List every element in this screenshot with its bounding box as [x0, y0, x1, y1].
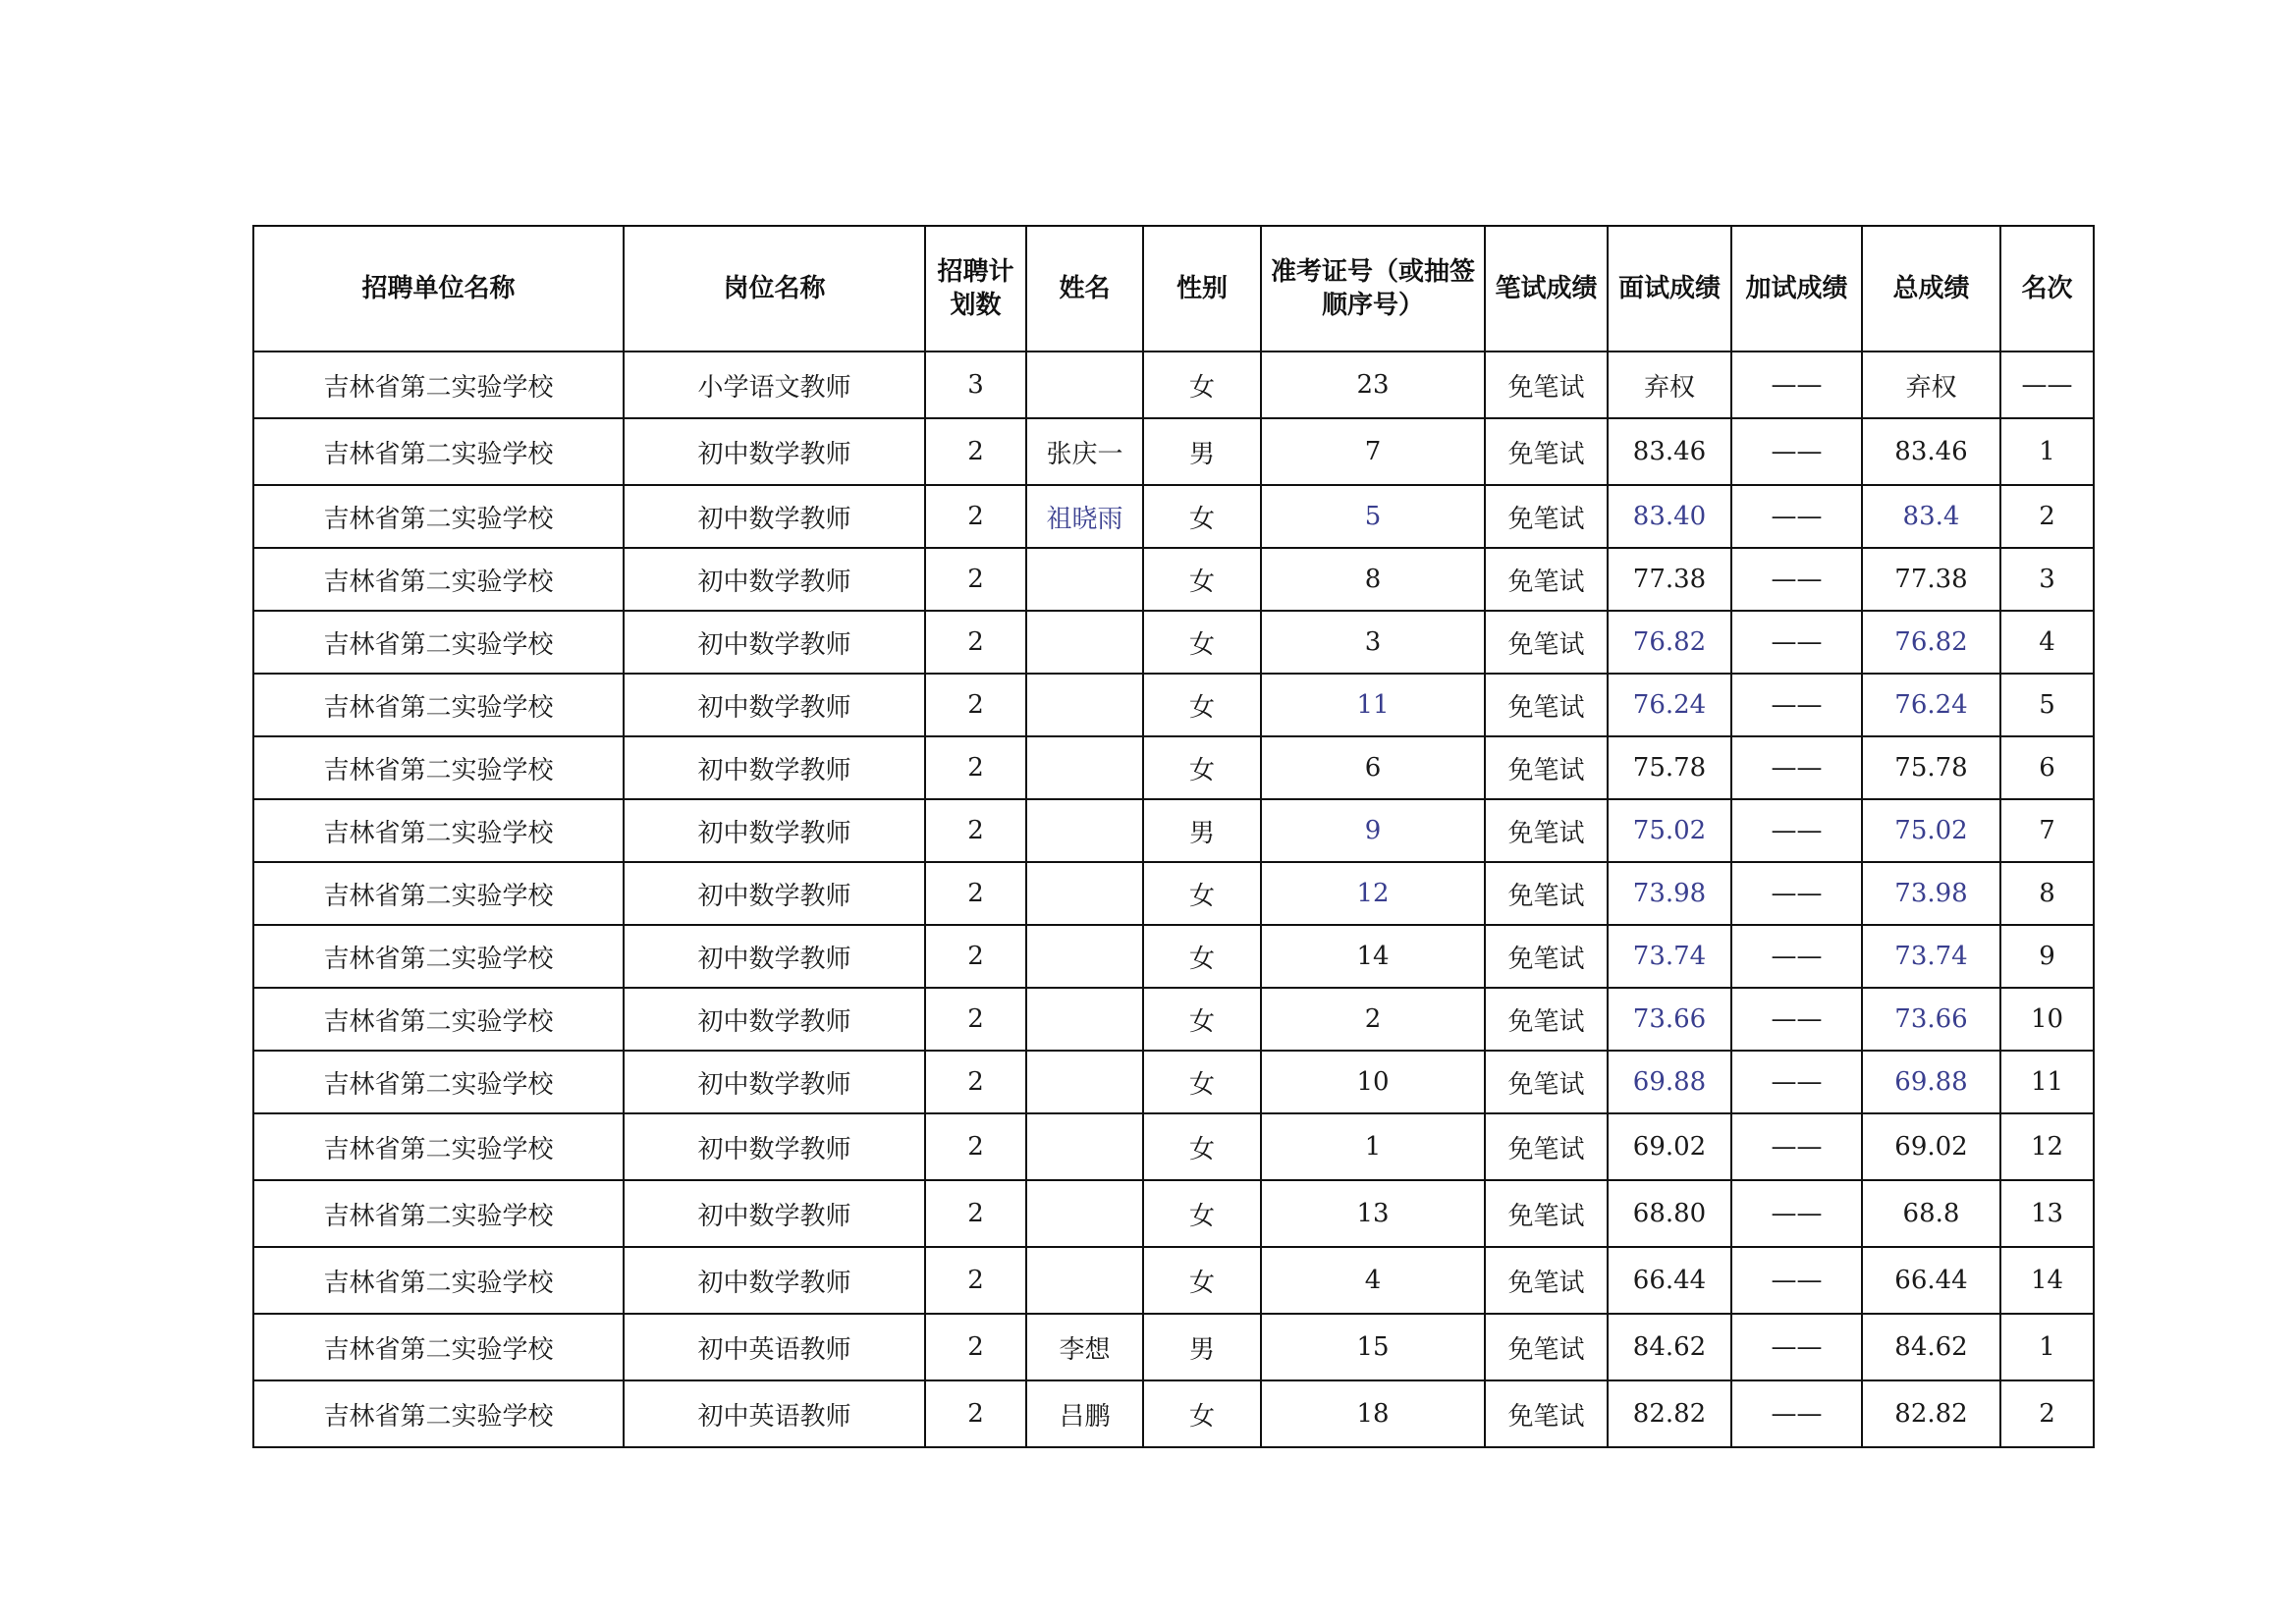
- cell-ticket: 14: [1261, 925, 1485, 988]
- cell-extra: ——: [1731, 611, 1862, 674]
- header-position: 岗位名称: [624, 226, 925, 352]
- cell-name: 祖晓雨: [1026, 485, 1143, 548]
- cell-name: [1026, 988, 1143, 1051]
- cell-name: [1026, 611, 1143, 674]
- cell-total: 69.88: [1862, 1051, 2000, 1113]
- header-unit: 招聘单位名称: [253, 226, 624, 352]
- cell-gender: 男: [1143, 799, 1261, 862]
- cell-ticket: 9: [1261, 799, 1485, 862]
- cell-total: 73.74: [1862, 925, 2000, 988]
- cell-extra: ——: [1731, 548, 1862, 611]
- cell-plan: 2: [925, 548, 1026, 611]
- cell-unit: 吉林省第二实验学校: [253, 736, 624, 799]
- cell-position: 初中数学教师: [624, 925, 925, 988]
- header-interview: 面试成绩: [1608, 226, 1731, 352]
- cell-interview: 73.98: [1608, 862, 1731, 925]
- header-total: 总成绩: [1862, 226, 2000, 352]
- cell-total: 73.66: [1862, 988, 2000, 1051]
- cell-name: 吕鹏: [1026, 1380, 1143, 1447]
- cell-rank: 1: [2000, 418, 2094, 485]
- cell-total: 83.46: [1862, 418, 2000, 485]
- cell-rank: 11: [2000, 1051, 2094, 1113]
- cell-rank: 2: [2000, 485, 2094, 548]
- cell-gender: 女: [1143, 988, 1261, 1051]
- cell-extra: ——: [1731, 988, 1862, 1051]
- header-gender: 性别: [1143, 226, 1261, 352]
- cell-rank: 12: [2000, 1113, 2094, 1180]
- cell-plan: 2: [925, 418, 1026, 485]
- cell-name: [1026, 352, 1143, 418]
- cell-interview: 77.38: [1608, 548, 1731, 611]
- cell-interview: 76.24: [1608, 674, 1731, 736]
- cell-extra: ——: [1731, 1113, 1862, 1180]
- cell-plan: 2: [925, 1314, 1026, 1380]
- cell-unit: 吉林省第二实验学校: [253, 1314, 624, 1380]
- cell-ticket: 8: [1261, 548, 1485, 611]
- cell-interview: 73.66: [1608, 988, 1731, 1051]
- table-row: [253, 799, 2094, 862]
- cell-plan: 2: [925, 611, 1026, 674]
- table-row: [253, 1180, 2094, 1247]
- cell-position: 初中数学教师: [624, 1113, 925, 1180]
- cell-extra: ——: [1731, 1380, 1862, 1447]
- table-row: [253, 548, 2094, 611]
- cell-gender: 女: [1143, 1113, 1261, 1180]
- cell-unit: 吉林省第二实验学校: [253, 1247, 624, 1314]
- cell-total: 68.8: [1862, 1180, 2000, 1247]
- cell-ticket: 18: [1261, 1380, 1485, 1447]
- cell-rank: 10: [2000, 988, 2094, 1051]
- cell-interview: 69.02: [1608, 1113, 1731, 1180]
- table-row: [253, 925, 2094, 988]
- cell-extra: ——: [1731, 1051, 1862, 1113]
- cell-plan: 2: [925, 736, 1026, 799]
- cell-written: 免笔试: [1485, 988, 1608, 1051]
- cell-name: [1026, 1247, 1143, 1314]
- cell-gender: 女: [1143, 736, 1261, 799]
- cell-rank: ——: [2000, 352, 2094, 418]
- cell-name: [1026, 1051, 1143, 1113]
- table-row: [253, 862, 2094, 925]
- table-row: [253, 485, 2094, 548]
- cell-position: 初中数学教师: [624, 548, 925, 611]
- cell-gender: 女: [1143, 1247, 1261, 1314]
- cell-unit: 吉林省第二实验学校: [253, 1380, 624, 1447]
- table-row: [253, 352, 2094, 418]
- cell-ticket: 23: [1261, 352, 1485, 418]
- cell-gender: 男: [1143, 418, 1261, 485]
- cell-ticket: 10: [1261, 1051, 1485, 1113]
- cell-rank: 13: [2000, 1180, 2094, 1247]
- cell-unit: 吉林省第二实验学校: [253, 418, 624, 485]
- cell-name: [1026, 736, 1143, 799]
- cell-plan: 2: [925, 925, 1026, 988]
- header-written: 笔试成绩: [1485, 226, 1608, 352]
- cell-unit: 吉林省第二实验学校: [253, 925, 624, 988]
- cell-plan: 2: [925, 862, 1026, 925]
- cell-name: [1026, 799, 1143, 862]
- cell-gender: 女: [1143, 1380, 1261, 1447]
- cell-gender: 女: [1143, 611, 1261, 674]
- cell-gender: 女: [1143, 674, 1261, 736]
- header-extra: 加试成绩: [1731, 226, 1862, 352]
- table-row: [253, 1380, 2094, 1447]
- cell-position: 初中英语教师: [624, 1380, 925, 1447]
- cell-rank: 5: [2000, 674, 2094, 736]
- cell-extra: ——: [1731, 1314, 1862, 1380]
- cell-gender: 女: [1143, 862, 1261, 925]
- cell-unit: 吉林省第二实验学校: [253, 485, 624, 548]
- cell-extra: ——: [1731, 736, 1862, 799]
- cell-interview: 76.82: [1608, 611, 1731, 674]
- header-name: 姓名: [1026, 226, 1143, 352]
- cell-written: 免笔试: [1485, 925, 1608, 988]
- cell-gender: 女: [1143, 352, 1261, 418]
- cell-written: 免笔试: [1485, 352, 1608, 418]
- header-row: [253, 226, 2094, 352]
- cell-plan: 2: [925, 1180, 1026, 1247]
- cell-name: [1026, 548, 1143, 611]
- cell-written: 免笔试: [1485, 674, 1608, 736]
- cell-position: 初中数学教师: [624, 862, 925, 925]
- cell-unit: 吉林省第二实验学校: [253, 674, 624, 736]
- cell-position: 初中数学教师: [624, 988, 925, 1051]
- cell-extra: ——: [1731, 352, 1862, 418]
- cell-written: 免笔试: [1485, 485, 1608, 548]
- cell-ticket: 2: [1261, 988, 1485, 1051]
- cell-ticket: 1: [1261, 1113, 1485, 1180]
- cell-interview: 83.46: [1608, 418, 1731, 485]
- cell-gender: 男: [1143, 1314, 1261, 1380]
- cell-total: 弃权: [1862, 352, 2000, 418]
- cell-total: 69.02: [1862, 1113, 2000, 1180]
- cell-rank: 1: [2000, 1314, 2094, 1380]
- cell-extra: ——: [1731, 799, 1862, 862]
- cell-unit: 吉林省第二实验学校: [253, 988, 624, 1051]
- cell-ticket: 3: [1261, 611, 1485, 674]
- cell-interview: 73.74: [1608, 925, 1731, 988]
- cell-unit: 吉林省第二实验学校: [253, 1051, 624, 1113]
- table-row: [253, 418, 2094, 485]
- cell-total: 75.02: [1862, 799, 2000, 862]
- cell-extra: ——: [1731, 1180, 1862, 1247]
- cell-total: 75.78: [1862, 736, 2000, 799]
- cell-extra: ——: [1731, 925, 1862, 988]
- cell-extra: ——: [1731, 674, 1862, 736]
- cell-interview: 75.78: [1608, 736, 1731, 799]
- cell-plan: 2: [925, 1051, 1026, 1113]
- cell-gender: 女: [1143, 1051, 1261, 1113]
- cell-position: 初中数学教师: [624, 1180, 925, 1247]
- cell-ticket: 6: [1261, 736, 1485, 799]
- cell-total: 82.82: [1862, 1380, 2000, 1447]
- cell-written: 免笔试: [1485, 862, 1608, 925]
- cell-position: 初中数学教师: [624, 1051, 925, 1113]
- cell-name: [1026, 862, 1143, 925]
- cell-rank: 2: [2000, 1380, 2094, 1447]
- cell-interview: 83.40: [1608, 485, 1731, 548]
- table-row: [253, 674, 2094, 736]
- header-rank: 名次: [2000, 226, 2094, 352]
- cell-total: 73.98: [1862, 862, 2000, 925]
- cell-position: 初中数学教师: [624, 674, 925, 736]
- cell-ticket: 15: [1261, 1314, 1485, 1380]
- table-row: [253, 988, 2094, 1051]
- cell-position: 初中数学教师: [624, 611, 925, 674]
- cell-position: 小学语文教师: [624, 352, 925, 418]
- table-row: [253, 1314, 2094, 1380]
- cell-ticket: 11: [1261, 674, 1485, 736]
- cell-rank: 6: [2000, 736, 2094, 799]
- cell-rank: 9: [2000, 925, 2094, 988]
- cell-name: [1026, 674, 1143, 736]
- cell-extra: ——: [1731, 418, 1862, 485]
- table-row: [253, 1051, 2094, 1113]
- cell-position: 初中英语教师: [624, 1314, 925, 1380]
- cell-written: 免笔试: [1485, 1314, 1608, 1380]
- cell-total: 77.38: [1862, 548, 2000, 611]
- table-row: [253, 1113, 2094, 1180]
- table-row: [253, 736, 2094, 799]
- cell-unit: 吉林省第二实验学校: [253, 862, 624, 925]
- cell-written: 免笔试: [1485, 799, 1608, 862]
- header-ticket: 准考证号（或抽签顺序号）: [1261, 226, 1485, 352]
- cell-unit: 吉林省第二实验学校: [253, 799, 624, 862]
- cell-position: 初中数学教师: [624, 418, 925, 485]
- cell-unit: 吉林省第二实验学校: [253, 548, 624, 611]
- cell-name: 张庆一: [1026, 418, 1143, 485]
- cell-total: 76.82: [1862, 611, 2000, 674]
- table-row: [253, 611, 2094, 674]
- cell-gender: 女: [1143, 925, 1261, 988]
- cell-interview: 75.02: [1608, 799, 1731, 862]
- cell-plan: 2: [925, 799, 1026, 862]
- cell-rank: 7: [2000, 799, 2094, 862]
- header-plan: 招聘计划数: [925, 226, 1026, 352]
- cell-name: [1026, 925, 1143, 988]
- cell-extra: ——: [1731, 862, 1862, 925]
- cell-written: 免笔试: [1485, 1247, 1608, 1314]
- cell-ticket: 13: [1261, 1180, 1485, 1247]
- cell-position: 初中数学教师: [624, 485, 925, 548]
- cell-total: 76.24: [1862, 674, 2000, 736]
- cell-gender: 女: [1143, 548, 1261, 611]
- cell-written: 免笔试: [1485, 548, 1608, 611]
- cell-written: 免笔试: [1485, 736, 1608, 799]
- cell-written: 免笔试: [1485, 1380, 1608, 1447]
- cell-interview: 68.80: [1608, 1180, 1731, 1247]
- cell-plan: 2: [925, 674, 1026, 736]
- cell-position: 初中数学教师: [624, 799, 925, 862]
- cell-gender: 女: [1143, 1180, 1261, 1247]
- cell-interview: 82.82: [1608, 1380, 1731, 1447]
- cell-ticket: 7: [1261, 418, 1485, 485]
- cell-rank: 4: [2000, 611, 2094, 674]
- cell-extra: ——: [1731, 485, 1862, 548]
- cell-ticket: 12: [1261, 862, 1485, 925]
- cell-extra: ——: [1731, 1247, 1862, 1314]
- results-table: [252, 225, 2095, 1448]
- cell-unit: 吉林省第二实验学校: [253, 1113, 624, 1180]
- cell-unit: 吉林省第二实验学校: [253, 611, 624, 674]
- cell-name: [1026, 1113, 1143, 1180]
- cell-written: 免笔试: [1485, 611, 1608, 674]
- cell-plan: 2: [925, 1247, 1026, 1314]
- cell-gender: 女: [1143, 485, 1261, 548]
- cell-plan: 2: [925, 988, 1026, 1051]
- cell-rank: 8: [2000, 862, 2094, 925]
- cell-interview: 66.44: [1608, 1247, 1731, 1314]
- cell-unit: 吉林省第二实验学校: [253, 352, 624, 418]
- cell-rank: 3: [2000, 548, 2094, 611]
- cell-ticket: 4: [1261, 1247, 1485, 1314]
- cell-written: 免笔试: [1485, 1180, 1608, 1247]
- cell-position: 初中数学教师: [624, 1247, 925, 1314]
- cell-rank: 14: [2000, 1247, 2094, 1314]
- cell-name: 李想: [1026, 1314, 1143, 1380]
- cell-written: 免笔试: [1485, 1113, 1608, 1180]
- cell-written: 免笔试: [1485, 1051, 1608, 1113]
- cell-plan: 2: [925, 1380, 1026, 1447]
- cell-interview: 弃权: [1608, 352, 1731, 418]
- cell-written: 免笔试: [1485, 418, 1608, 485]
- cell-interview: 84.62: [1608, 1314, 1731, 1380]
- cell-plan: 2: [925, 1113, 1026, 1180]
- cell-plan: 2: [925, 485, 1026, 548]
- cell-total: 83.4: [1862, 485, 2000, 548]
- cell-interview: 69.88: [1608, 1051, 1731, 1113]
- cell-position: 初中数学教师: [624, 736, 925, 799]
- cell-total: 66.44: [1862, 1247, 2000, 1314]
- cell-plan: 3: [925, 352, 1026, 418]
- cell-unit: 吉林省第二实验学校: [253, 1180, 624, 1247]
- cell-total: 84.62: [1862, 1314, 2000, 1380]
- cell-name: [1026, 1180, 1143, 1247]
- table-row: [253, 1247, 2094, 1314]
- cell-ticket: 5: [1261, 485, 1485, 548]
